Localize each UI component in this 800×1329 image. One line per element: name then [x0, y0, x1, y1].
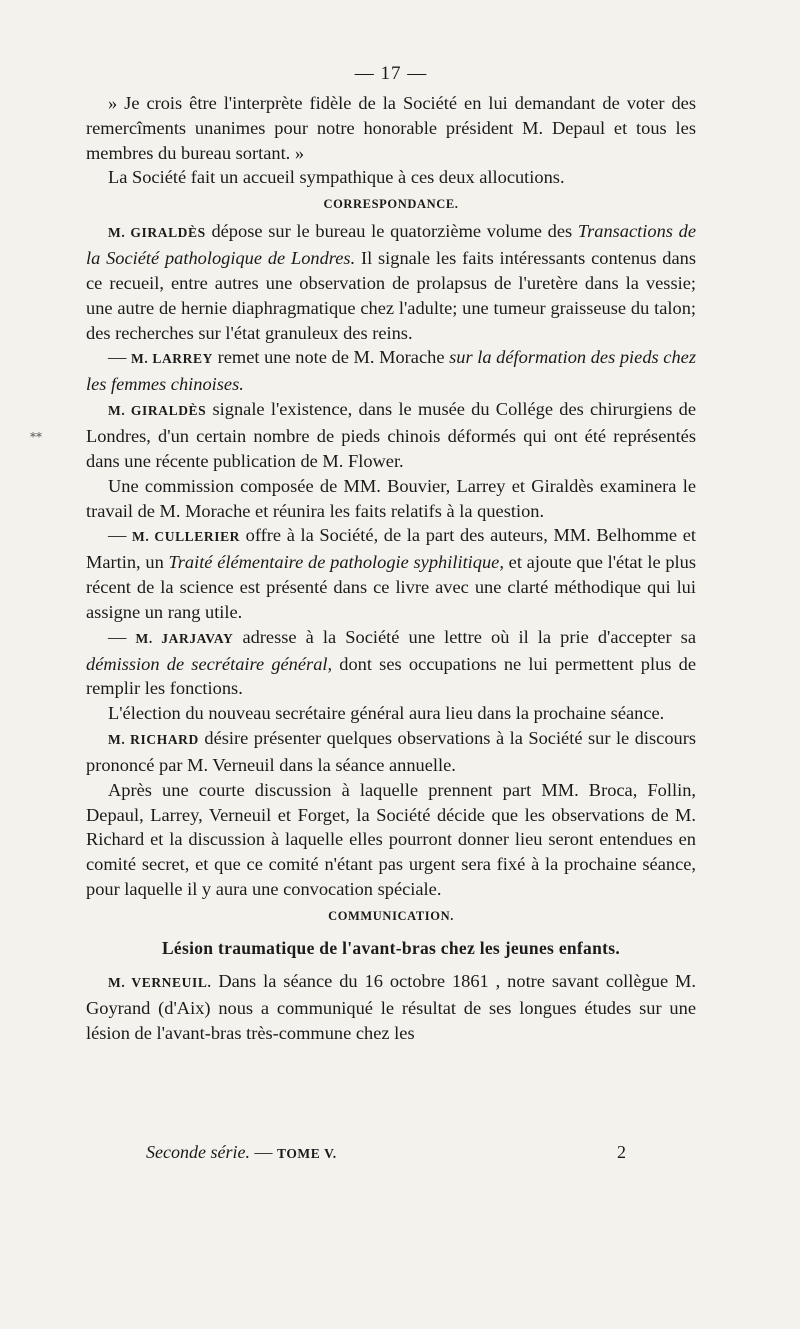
paragraph-jarjavay: — M. JARJAVAY adresse à la Société une lettre où il la prie d'accepter sa démission de secrétaire général, dont ses occupations ne lui permettent plus de remplir les fonctions. [86, 626, 697, 699]
section-heading-correspondance: CORRESPONDANCE. [323, 197, 459, 212]
paragraph-reception: La Société fait un accueil sympathique à ces deux allocutions. [108, 167, 565, 188]
paragraph-richard: M. RICHARD désire présenter quelques observations à la Société sur le discours prononcé par M. Verneuil dans la séance annuelle. [86, 728, 696, 775]
footer-series: Seconde série. [146, 1142, 250, 1162]
page-footer: Seconde série. — TOME V. 2 [146, 1142, 626, 1162]
paragraph-verneuil: M. VERNEUIL. Dans la séance du 16 octobre 1861 , notre savant collègue M. Goyrand (d'Aix) nous a communiqué le résultat de ses longues études sur une lésion de l'avant-bras très-commune chez les [86, 970, 696, 1043]
footer-tome: TOME V. [276, 1146, 337, 1161]
speaker-name: M. JARJAVAY [135, 630, 234, 646]
paragraph-quote-close: » Je crois être l'interprète fidèle de la Société en lui demandant de voter des remercîments unanimes pour notre honorable président M. Depaul et tous les membres du bureau sortant. » [86, 92, 696, 163]
page-body [86, 62, 696, 1045]
article-title: Lésion traumatique de l'avant-bras chez les jeunes enfants. [161, 938, 621, 958]
paragraph-election: L'élection du nouveau secrétaire général aura lieu dans la prochaine séance. [108, 703, 665, 724]
margin-mark: ** [30, 430, 42, 444]
paragraph-larrey: — M. LARREY remet une note de M. Morache sur la déformation des pieds chez les femmes chinoises. [86, 347, 696, 395]
paragraph-cullerier: — M. CULLERIER offre à la Société, de la part des auteurs, MM. Belhomme et Martin, un Traité élémentaire de pathologie syphilitique, et ajoute que l'état le plus récent de la science est présenté dans ce livre avec une clarté méthodique qui lui assigne un rang utile. [86, 525, 696, 622]
paragraph-giraldes-1: M. GIRALDÈS dépose sur le bureau le quatorzième volume des Transactions de la Société pathologique de Londres. Il signale les faits intéressants contenus dans ce recueil, entre autres une observation de prolapsus de l'uretère dans la vessie; une autre de hernie diaphragmatique chez l'adulte; une tumeur graisseuse du talon; des recherches sur l'état granuleux des reins. [86, 221, 696, 343]
signature-mark: 2 [617, 1142, 626, 1162]
speaker-name: M. GIRALDÈS [108, 403, 207, 419]
emphasis-text: démission de secrétaire général, [86, 653, 333, 674]
work-title: Transactions de la Société pathologique de Londres. [86, 221, 696, 269]
page-number: — 17 — [354, 63, 428, 84]
work-title: Traité élémentaire de pathologie syphilitique, [168, 552, 504, 573]
paragraph-giraldes-2: M. GIRALDÈS signale l'existence, dans le musée du Collége des chirurgiens de Londres, d'un certain nombre de pieds chinois déformés qui ont été représentés dans une récente publication de M. Flower. [86, 399, 696, 471]
speaker-name: M. VERNEUIL. [108, 974, 212, 990]
paragraph-discussion: Après une courte discussion à laquelle prennent part MM. Broca, Follin, Depaul, Larrey, Verneuil et Forget, la Société décide que les observations de M. Richard et la discussion à laquelle elles pourront donner lieu seront entendues en comité secret, et que ce comité n'étant pas urgent sera fixé à la prochaine séance, pour laquelle il y aura une convocation spéciale. [86, 779, 696, 900]
speaker-name: M. LARREY [131, 351, 213, 367]
work-title: sur la déformation des pieds chez les femmes chinoises. [86, 347, 696, 395]
paragraph-commission: Une commission composée de MM. Bouvier, Larrey et Giraldès examinera le travail de M. Morache et réunira les faits relatifs à la question. [86, 475, 696, 521]
speaker-name: M. RICHARD [108, 732, 199, 748]
speaker-name: M. CULLERIER [132, 529, 241, 545]
speaker-name: M. GIRALDÈS [108, 225, 206, 241]
section-heading-communication: COMMUNICATION. [328, 909, 454, 923]
